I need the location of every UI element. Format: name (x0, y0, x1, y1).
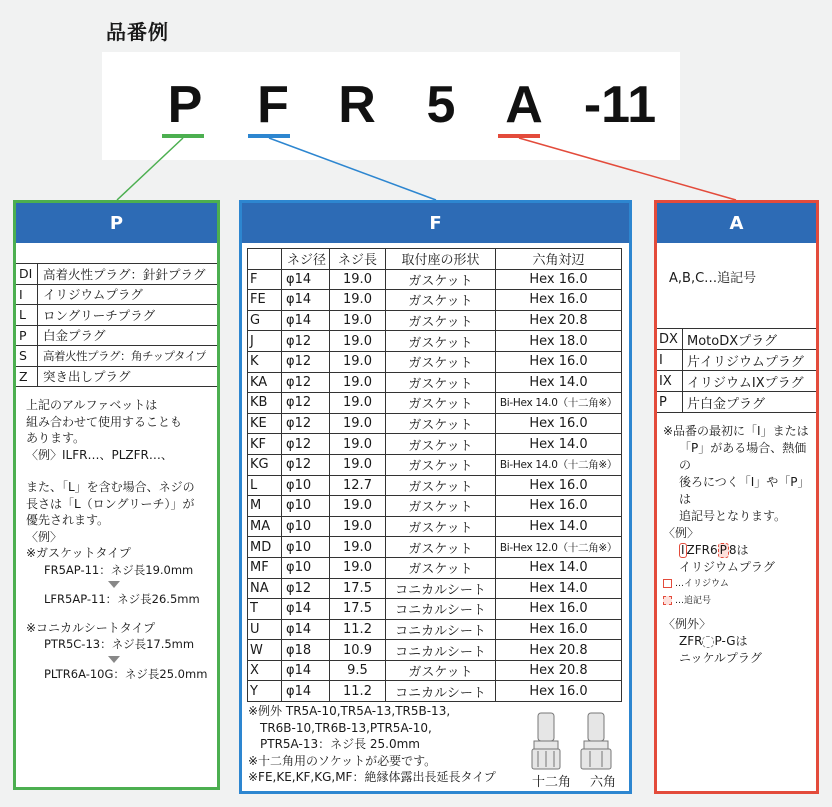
table-row (248, 413, 622, 434)
table-row (248, 393, 622, 414)
hex-size: Hex 18.0 (496, 331, 622, 352)
example-desc: イリジウムプラグ (679, 560, 775, 574)
note-line: PTR5A-13：ネジ長 25.0mm (260, 737, 420, 751)
hex-size: Hex 16.0 (496, 413, 622, 434)
a-top-note: A,B,C…追記号 (669, 271, 757, 286)
row-code: Y (248, 681, 282, 702)
seat-type: コニカルシート (386, 640, 496, 661)
list-item (657, 350, 816, 371)
list-item (16, 264, 217, 285)
row-code: F (248, 269, 282, 290)
connector-a (519, 138, 736, 200)
row-code: NA (248, 578, 282, 599)
item-code: DX (657, 329, 683, 349)
hex-size: Hex 20.8 (496, 640, 622, 661)
item-desc: 突き出しプラグ (43, 369, 131, 385)
thread-length: 9.5 (330, 660, 386, 681)
table-row (248, 681, 622, 702)
thread-length: 19.0 (330, 516, 386, 537)
row-code: K (248, 351, 282, 372)
thread-diameter: φ14 (282, 660, 330, 681)
note-line: TR6B-10,TR6B-13,PTR5A-10, (260, 720, 432, 735)
row-code: KE (248, 413, 282, 434)
row-code: KA (248, 372, 282, 393)
blank-placeholder-icon (702, 636, 714, 648)
thread-diameter: φ12 (282, 393, 330, 414)
seat-type: ガスケット (386, 372, 496, 393)
list-item (16, 326, 217, 347)
list-item (16, 305, 217, 326)
example-line (663, 542, 816, 559)
note-line: 〈例〉 (26, 529, 63, 544)
note-line: ※ガスケットタイプ (26, 546, 131, 560)
thread-length: 10.9 (330, 640, 386, 661)
f-notes (248, 703, 496, 786)
code-char-f: F (257, 76, 289, 134)
example-line: PTR5C-13：ネジ長17.5mm (44, 637, 195, 651)
item-code: IX (657, 371, 683, 391)
thread-length: 19.0 (330, 290, 386, 311)
f-panel (239, 200, 632, 794)
a-code-list (657, 328, 816, 413)
note-line: 上記のアルファベットは (26, 398, 158, 412)
note-line: また、「L」を含む場合、ネジの (26, 480, 195, 494)
hex-size: Hex 16.0 (496, 475, 622, 496)
thread-length: 19.0 (330, 269, 386, 290)
table-row (248, 599, 622, 620)
hex-size: Hex 16.0 (496, 681, 622, 702)
thread-diameter: φ14 (282, 290, 330, 311)
row-code: T (248, 599, 282, 620)
code-char-r: R (338, 76, 376, 134)
list-item (657, 329, 816, 350)
row-code: L (248, 475, 282, 496)
table-row (248, 516, 622, 537)
thread-length: 11.2 (330, 619, 386, 640)
note-line: 組み合わせて使用することも (26, 414, 183, 429)
item-code: S (16, 346, 38, 366)
row-code: U (248, 619, 282, 640)
p-panel (13, 200, 220, 790)
table-row (248, 310, 622, 331)
thread-diameter: φ14 (282, 681, 330, 702)
row-code: KB (248, 393, 282, 414)
legend-row (663, 593, 816, 610)
hex-size: Hex 14.0 (496, 578, 622, 599)
table-header-row (248, 249, 622, 270)
hex-size: Hex 16.0 (496, 599, 622, 620)
thread-diameter: φ12 (282, 372, 330, 393)
hex-size: Hex 14.0 (496, 557, 622, 578)
a-notes (657, 413, 816, 667)
seat-type: ガスケット (386, 331, 496, 352)
example-part: 8は (728, 543, 749, 557)
thread-diameter: φ12 (282, 351, 330, 372)
socket-label-bihex: 十二角 (532, 775, 572, 790)
thread-length: 19.0 (330, 537, 386, 558)
item-code: P (657, 392, 683, 412)
iridium-marker: I (681, 543, 685, 557)
table-row (248, 619, 622, 640)
example-part: ZFR6 (686, 543, 718, 557)
hex-size: Hex 20.8 (496, 660, 622, 681)
note-line: あります。 (26, 431, 86, 445)
row-code: KF (248, 434, 282, 455)
hex-size: Hex 14.0 (496, 372, 622, 393)
table-row (248, 496, 622, 517)
note-line: 後ろにつく「I」や「P」は (679, 475, 810, 506)
connector-f (269, 138, 436, 200)
row-code: KG (248, 454, 282, 475)
item-desc: 高着火性プラグ：針針プラグ (43, 266, 206, 282)
thread-length: 19.0 (330, 557, 386, 578)
note-line: 追記号となります。 (679, 509, 787, 523)
thread-length: 17.5 (330, 578, 386, 599)
code-char-5: 5 (426, 76, 456, 134)
item-desc: イリジウムプラグ (43, 287, 143, 303)
hex-size: Bi-Hex 14.0（十二角※） (496, 393, 622, 414)
note-line: 優先されます。 (26, 513, 110, 527)
table-row (248, 660, 622, 681)
hex-size: Hex 14.0 (496, 434, 622, 455)
seat-type: ガスケット (386, 475, 496, 496)
table-row (248, 331, 622, 352)
seat-type: ガスケット (386, 434, 496, 455)
code-char-a: A (505, 76, 543, 134)
legend-text: …追記号 (675, 596, 712, 606)
p-notes (16, 387, 217, 682)
column-header: 六角対辺 (496, 249, 622, 270)
legend-iridium-icon (663, 579, 672, 588)
connector-p (117, 138, 183, 200)
row-code: X (248, 660, 282, 681)
thread-length: 19.0 (330, 310, 386, 331)
thread-diameter: φ10 (282, 557, 330, 578)
thread-length: 19.0 (330, 393, 386, 414)
p-code-list (16, 263, 217, 387)
table-row (248, 434, 622, 455)
seat-type: ガスケット (386, 351, 496, 372)
thread-length: 19.0 (330, 413, 386, 434)
thread-diameter: φ12 (282, 331, 330, 352)
table-row (248, 269, 622, 290)
hex-size: Hex 16.0 (496, 619, 622, 640)
item-code: I (657, 350, 683, 370)
note-line: 「P」がある場合、熱価の (679, 441, 807, 472)
seat-type: ガスケット (386, 290, 496, 311)
note-line: 〈例〉ILFR…、PLZFR…、 (26, 447, 173, 462)
hex-size: Hex 16.0 (496, 290, 622, 311)
thread-length: 19.0 (330, 331, 386, 352)
item-desc: 高着火性プラグ：角チップタイプ (43, 348, 207, 363)
seat-type: ガスケット (386, 537, 496, 558)
row-code: MF (248, 557, 282, 578)
seat-type: ガスケット (386, 496, 496, 517)
thread-length: 19.0 (330, 351, 386, 372)
thread-diameter: φ12 (282, 413, 330, 434)
table-row (248, 537, 622, 558)
example-line: PLTR6A-10G：ネジ長25.0mm (44, 666, 208, 681)
row-code: G (248, 310, 282, 331)
note-line: ※品番の最初に「I」または (663, 424, 809, 438)
hex-size: Hex 14.0 (496, 516, 622, 537)
note-line: ※コニカルシートタイプ (26, 620, 156, 635)
item-desc: 白金プラグ (43, 328, 106, 344)
item-desc: MotoDXプラグ (687, 333, 778, 349)
thread-length: 11.2 (330, 681, 386, 702)
column-header (248, 249, 282, 270)
list-item (16, 346, 217, 367)
seat-type: コニカルシート (386, 681, 496, 702)
item-desc: 片白金プラグ (687, 396, 766, 412)
thread-length: 12.7 (330, 475, 386, 496)
seat-type: ガスケット (386, 516, 496, 537)
row-code: M (248, 496, 282, 517)
thread-diameter: φ10 (282, 496, 330, 517)
example-part: P-Gは (714, 634, 748, 648)
f-table-body (248, 269, 622, 701)
list-item (657, 392, 816, 413)
thread-length: 17.5 (330, 599, 386, 620)
note-line: 〈例外〉 (663, 617, 712, 631)
item-code: Z (16, 367, 38, 387)
list-item (16, 367, 217, 388)
item-desc: 片イリジウムプラグ (687, 354, 804, 370)
example-line: LFR5AP-11：ネジ長26.5mm (44, 592, 200, 606)
table-row (248, 290, 622, 311)
thread-diameter: φ10 (282, 475, 330, 496)
note-line: 〈例〉 (663, 526, 700, 540)
item-code: DI (16, 264, 38, 284)
item-desc: イリジウムIXプラグ (687, 375, 804, 391)
seat-type: コニカルシート (386, 599, 496, 620)
table-row (248, 351, 622, 372)
suffix-marker: P (719, 543, 727, 557)
page-title: 品番例 (106, 20, 169, 44)
thread-diameter: φ12 (282, 578, 330, 599)
row-code: W (248, 640, 282, 661)
hex-socket-icon (581, 713, 611, 769)
note-line: ※例外 TR5A-10,TR5A-13,TR5B-13, (248, 704, 451, 718)
hex-size: Bi-Hex 12.0（十二角※） (496, 537, 622, 558)
thread-diameter: φ12 (282, 454, 330, 475)
legend-text: …イリジウム (675, 579, 729, 589)
socket-label-hex: 六角 (590, 775, 617, 790)
row-code: J (248, 331, 282, 352)
thread-diameter: φ10 (282, 516, 330, 537)
example-line: FR5AP-11：ネジ長19.0mm (44, 562, 194, 577)
row-code: MA (248, 516, 282, 537)
column-header: ネジ径 (282, 249, 330, 270)
hex-size: Hex 16.0 (496, 269, 622, 290)
thread-length: 19.0 (330, 454, 386, 475)
row-code: FE (248, 290, 282, 311)
row-code: MD (248, 537, 282, 558)
a-panel (654, 200, 819, 794)
seat-type: ガスケット (386, 413, 496, 434)
table-row (248, 454, 622, 475)
f-panel-header: F (242, 203, 629, 243)
seat-type: ガスケット (386, 557, 496, 578)
hex-size: Hex 16.0 (496, 496, 622, 517)
table-row (248, 578, 622, 599)
seat-type: コニカルシート (386, 619, 496, 640)
arrow-down-icon (108, 581, 120, 588)
legend-suffix-icon (663, 596, 672, 605)
seat-type: ガスケット (386, 660, 496, 681)
arrow-down-icon (108, 656, 120, 663)
code-char-suffix: -11 (583, 76, 657, 134)
thread-length: 19.0 (330, 496, 386, 517)
note-line: 長さは「L（ロングリーチ）」が (26, 496, 195, 511)
thread-diameter: φ14 (282, 599, 330, 620)
bi-hex-socket-icon (532, 713, 560, 769)
thread-diameter: φ14 (282, 619, 330, 640)
hex-size: Bi-Hex 14.0（十二角※） (496, 454, 622, 475)
thread-length: 19.0 (330, 372, 386, 393)
item-code: P (16, 326, 38, 346)
thread-length: 19.0 (330, 434, 386, 455)
example-part: ZFR (679, 634, 703, 648)
f-spec-table (247, 248, 622, 702)
note-line: ※FE,KE,KF,KG,MF：絶縁体露出長延長タイプ (248, 770, 496, 784)
table-row (248, 640, 622, 661)
a-panel-header: A (657, 203, 816, 243)
item-code: L (16, 305, 38, 325)
seat-type: コニカルシート (386, 578, 496, 599)
code-char-p: P (167, 76, 203, 134)
thread-diameter: φ14 (282, 269, 330, 290)
thread-diameter: φ14 (282, 310, 330, 331)
seat-type: ガスケット (386, 393, 496, 414)
item-desc: ロングリーチプラグ (43, 307, 156, 323)
legend-row (663, 576, 816, 593)
table-row (248, 372, 622, 393)
column-header: 取付座の形状 (386, 249, 496, 270)
hex-size: Hex 20.8 (496, 310, 622, 331)
thread-diameter: φ10 (282, 537, 330, 558)
seat-type: ガスケット (386, 310, 496, 331)
example-desc: ニッケルプラグ (679, 651, 762, 665)
list-item (16, 285, 217, 306)
seat-type: ガスケット (386, 454, 496, 475)
list-item (657, 371, 816, 392)
item-code: I (16, 285, 38, 305)
thread-diameter: φ18 (282, 640, 330, 661)
p-panel-header: P (16, 203, 217, 243)
seat-type: ガスケット (386, 269, 496, 290)
example-line (663, 633, 816, 650)
thread-diameter: φ12 (282, 434, 330, 455)
column-header: ネジ長 (330, 249, 386, 270)
note-line: ※十二角用のソケットが必要です。 (248, 753, 437, 768)
table-row (248, 475, 622, 496)
table-row (248, 557, 622, 578)
hex-size: Hex 16.0 (496, 351, 622, 372)
